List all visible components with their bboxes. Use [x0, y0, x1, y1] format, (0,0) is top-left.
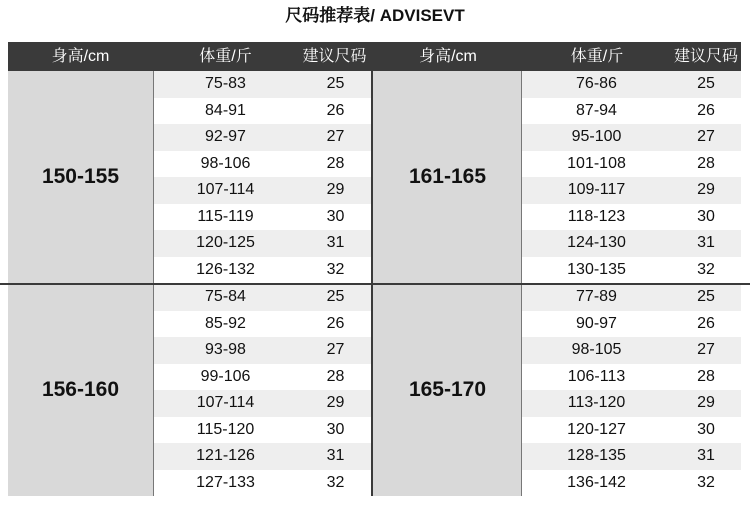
page-title: 尺码推荐表/ ADVISEVT: [285, 6, 465, 25]
recommended-size: 30: [326, 420, 345, 438]
recommended-size: 27: [697, 341, 715, 359]
table-row: [153, 71, 373, 98]
recommended-size: 27: [326, 128, 345, 146]
section-divider: [0, 283, 750, 285]
header-size-right: 建议尺码: [673, 48, 738, 65]
table-row: [522, 284, 741, 311]
height-range-cell: 161-165: [373, 71, 522, 283]
table-row: [522, 417, 741, 444]
table-row: [522, 257, 741, 284]
weight-range: 106-113: [567, 367, 626, 385]
table-row: [522, 71, 741, 98]
height-range-cell: 165-170: [373, 284, 522, 496]
weight-range: 118-123: [567, 207, 626, 225]
weight-range: 124-130: [567, 234, 626, 252]
table-row: [522, 470, 741, 497]
column-divider: [153, 71, 154, 283]
recommended-size: 27: [697, 128, 715, 146]
weight-range: 127-133: [196, 473, 255, 491]
table-header: [8, 42, 741, 71]
weight-range: 98-106: [200, 154, 251, 172]
recommended-size: 29: [326, 394, 345, 412]
weight-range: 75-84: [205, 288, 246, 306]
recommended-size: 30: [697, 207, 715, 225]
weight-range: 126-132: [196, 260, 255, 278]
height-range-cell: 150-155: [8, 71, 153, 283]
table-row: [153, 284, 373, 311]
weight-range: 115-119: [197, 207, 254, 225]
table-row: [153, 151, 373, 178]
table-row: [522, 177, 741, 204]
table-block: [8, 284, 741, 496]
recommended-size: 30: [697, 420, 715, 438]
table-row: [522, 390, 741, 417]
weight-range: 107-114: [196, 181, 255, 199]
recommended-size: 25: [326, 288, 345, 306]
recommended-size: 26: [697, 101, 715, 119]
table-row: [153, 177, 373, 204]
recommended-size: 30: [326, 207, 345, 225]
recommended-size: 29: [326, 181, 345, 199]
recommended-size: 26: [326, 101, 345, 119]
weight-range: 76-86: [576, 75, 617, 93]
weight-size-rows: [522, 71, 741, 283]
table-row: [153, 443, 373, 470]
recommended-size: 27: [326, 341, 345, 359]
weight-range: 95-100: [571, 128, 622, 146]
recommended-size: 28: [697, 367, 715, 385]
weight-range: 121-126: [196, 447, 255, 465]
recommended-size: 25: [697, 75, 715, 93]
header-height-left: 身高/cm: [51, 48, 110, 65]
table-row: [153, 311, 373, 338]
column-divider: [153, 284, 154, 496]
recommended-size: 31: [697, 234, 715, 252]
height-range-cell: 156-160: [8, 284, 153, 496]
weight-range: 128-135: [567, 447, 626, 465]
table-row: [153, 417, 373, 444]
weight-range: 115-120: [196, 420, 255, 438]
recommended-size: 25: [326, 75, 345, 93]
table-row: [153, 124, 373, 151]
recommended-size: 28: [326, 367, 345, 385]
recommended-size: 32: [326, 260, 345, 278]
weight-range: 120-125: [196, 234, 255, 252]
table-row: [522, 364, 741, 391]
weight-range: 85-92: [205, 314, 246, 332]
weight-range: 101-108: [567, 154, 626, 172]
table-row: [153, 204, 373, 231]
recommended-size: 25: [697, 288, 715, 306]
weight-range: 77-89: [576, 288, 617, 306]
weight-size-rows: [153, 284, 373, 496]
table-row: [153, 230, 373, 257]
weight-range: 99-106: [200, 367, 251, 385]
table-row: [522, 151, 741, 178]
table-row: [153, 337, 373, 364]
weight-range: 84-91: [205, 101, 246, 119]
recommended-size: 31: [326, 447, 345, 465]
weight-size-rows: [522, 284, 741, 496]
recommended-size: 29: [697, 394, 715, 412]
recommended-size: 32: [326, 473, 345, 491]
recommended-size: 31: [326, 234, 345, 252]
header-height-right: 身高/cm: [419, 48, 477, 65]
weight-range: 98-105: [571, 341, 622, 359]
recommended-size: 28: [697, 154, 715, 172]
column-divider: [521, 284, 522, 496]
table-row: [522, 311, 741, 338]
table-row: [522, 337, 741, 364]
recommended-size: 29: [697, 181, 715, 199]
weight-range: 136-142: [567, 473, 626, 491]
recommended-size: 32: [697, 473, 715, 491]
table-row: [522, 230, 741, 257]
recommended-size: 28: [326, 154, 345, 172]
weight-range: 109-117: [567, 181, 626, 199]
table-row: [153, 98, 373, 125]
table-block: [8, 71, 741, 283]
recommended-size: 31: [697, 447, 715, 465]
table-row: [153, 257, 373, 284]
weight-range: 107-114: [196, 394, 255, 412]
weight-range: 113-120: [567, 394, 626, 412]
recommended-size: 26: [697, 314, 715, 332]
weight-range: 93-98: [205, 341, 246, 359]
recommended-size: 26: [326, 314, 345, 332]
weight-range: 130-135: [567, 260, 626, 278]
table-row: [522, 124, 741, 151]
weight-range: 75-83: [205, 75, 246, 93]
weight-range: 120-127: [567, 420, 626, 438]
weight-range: 87-94: [576, 101, 617, 119]
table-row: [153, 364, 373, 391]
column-divider: [521, 71, 522, 283]
weight-size-rows: [153, 71, 373, 283]
table-row: [522, 204, 741, 231]
table-row: [153, 470, 373, 497]
weight-range: 90-97: [576, 314, 617, 332]
header-weight-left: 体重/斤: [199, 48, 252, 65]
table-row: [522, 98, 741, 125]
table-row: [522, 443, 741, 470]
header-weight-right: 体重/斤: [570, 48, 624, 65]
table-row: [153, 390, 373, 417]
recommended-size: 32: [697, 260, 715, 278]
weight-range: 92-97: [205, 128, 246, 146]
header-size-left: 建议尺码: [302, 48, 367, 65]
column-divider: [371, 71, 373, 283]
column-divider: [371, 284, 373, 496]
